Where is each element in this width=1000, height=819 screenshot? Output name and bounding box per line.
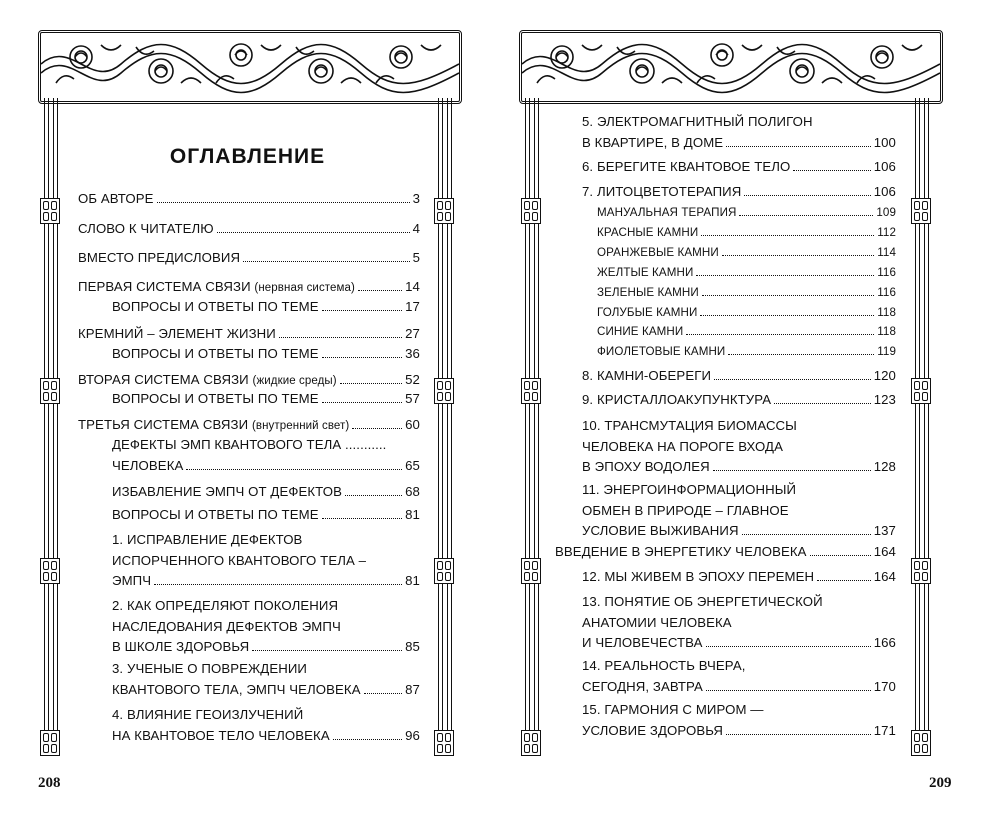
- entry-title: В ЭПОХУ ВОДОЛЕЯ: [582, 459, 710, 474]
- entry-title: В ШКОЛЕ ЗДОРОВЬЯ: [112, 639, 250, 654]
- toc-entry[interactable]: [112, 344, 420, 365]
- entry-page: 119: [877, 345, 896, 358]
- rose-ornament-header: [519, 30, 943, 104]
- entry-page: 36: [405, 346, 420, 361]
- entry-title: УСЛОВИЕ ВЫЖИВАНИЯ: [582, 523, 739, 538]
- entry-page: 166: [873, 635, 896, 650]
- entry-title: ВТОРАЯ СИСТЕМА СВЯЗИ: [78, 372, 249, 387]
- entry-page: 27: [405, 326, 420, 341]
- left-border-column: [44, 98, 58, 748]
- entry-page: 123: [873, 392, 896, 407]
- entry-line: 5. ЭЛЕКТРОМАГНИТНЫЙ ПОЛИГОН: [582, 114, 813, 129]
- entry-page: 118: [877, 325, 896, 338]
- toc-entry[interactable]: [597, 322, 896, 342]
- entry-page: 106: [873, 159, 896, 174]
- entry-title: ТРЕТЬЯ СИСТЕМА СВЯЗИ: [78, 417, 249, 432]
- entry-title: 8. КАМНИ-ОБЕРЕГИ: [582, 368, 712, 383]
- entry-page: 5: [412, 250, 420, 265]
- entry-page: 14: [405, 279, 420, 294]
- entry-line: ОБМЕН В ПРИРОДЕ – ГЛАВНОЕ: [582, 502, 789, 518]
- entry-page: 120: [873, 368, 896, 383]
- toc-entry[interactable]: [582, 656, 896, 697]
- knot-ornament-icon: [911, 378, 931, 404]
- entry-title: СЕГОДНЯ, ЗАВТРА: [582, 678, 703, 694]
- toc-entry[interactable]: [112, 297, 420, 318]
- entry-page: 57: [405, 391, 420, 406]
- entry-title: 6. БЕРЕГИТЕ КВАНТОВОЕ ТЕЛО: [582, 159, 791, 174]
- toc-entry[interactable]: [112, 530, 420, 592]
- entry-page: 112: [877, 226, 896, 239]
- toc-entry[interactable]: [78, 277, 420, 299]
- entry-line: АНАТОМИИ ЧЕЛОВЕКА: [582, 614, 732, 630]
- entry-line: ДЕФЕКТЫ ЭМП КВАНТОВОГО ТЕЛА ...........: [112, 437, 387, 452]
- entry-title: ВВЕДЕНИЕ В ЭНЕРГЕТИКУ ЧЕЛОВЕКА: [555, 544, 807, 559]
- entry-title: ЗЕЛЕНЫЕ КАМНИ: [597, 286, 699, 299]
- toc-entry[interactable]: [112, 505, 420, 526]
- knot-ornament-icon: [434, 730, 454, 756]
- toc-entry[interactable]: [597, 223, 896, 243]
- entry-page: 65: [405, 457, 420, 473]
- entry-page: 137: [873, 523, 896, 538]
- toc-entry[interactable]: [582, 592, 896, 654]
- entry-note: (нервная система): [254, 282, 355, 294]
- knot-ornament-icon: [911, 198, 931, 224]
- entry-title: ВОПРОСЫ И ОТВЕТЫ ПО ТЕМЕ: [112, 299, 319, 314]
- toc-entry[interactable]: [112, 435, 420, 476]
- rose-ornament-icon: [41, 33, 459, 95]
- entry-title: ВОПРОСЫ И ОТВЕТЫ ПО ТЕМЕ: [112, 507, 319, 522]
- entry-line: 10. ТРАНСМУТАЦИЯ БИОМАССЫ: [582, 418, 797, 433]
- knot-ornament-icon: [40, 198, 60, 224]
- entry-page: 81: [405, 573, 420, 588]
- knot-ornament-icon: [521, 730, 541, 756]
- toc-title: ОГЛАВЛЕНИЕ: [169, 145, 326, 168]
- toc-entry[interactable]: [597, 263, 896, 283]
- entry-page: 4: [412, 221, 420, 236]
- entry-line: НАСЛЕДОВАНИЯ ДЕФЕКТОВ ЭМПЧ: [112, 618, 341, 634]
- entry-page: 106: [873, 184, 896, 199]
- entry-line: 4. ВЛИЯНИЕ ГЕОИЗЛУЧЕНИЙ: [112, 707, 304, 722]
- entry-title: 9. КРИСТАЛЛОАКУПУНКТУРА: [582, 392, 772, 407]
- entry-page: 171: [873, 722, 896, 738]
- toc-entry[interactable]: [78, 219, 420, 240]
- toc-entry[interactable]: [78, 415, 420, 437]
- entry-page: 114: [877, 246, 896, 259]
- knot-ornament-icon: [521, 198, 541, 224]
- entry-note: (внутренний свет): [251, 420, 350, 432]
- entry-line: 15. ГАРМОНИЯ С МИРОМ —: [582, 702, 764, 717]
- knot-ornament-icon: [521, 558, 541, 584]
- knot-ornament-icon: [911, 558, 931, 584]
- entry-title: МАНУАЛЬНАЯ ТЕРАПИЯ: [597, 206, 737, 219]
- entry-page: 96: [405, 727, 420, 743]
- entry-title: ЧЕЛОВЕКА: [112, 457, 184, 473]
- entry-title: ВОПРОСЫ И ОТВЕТЫ ПО ТЕМЕ: [112, 346, 319, 361]
- entry-page: 100: [873, 134, 896, 150]
- entry-title: ОРАНЖЕВЫЕ КАМНИ: [597, 246, 719, 259]
- toc-entry[interactable]: [582, 182, 896, 203]
- left-border-column: [525, 98, 539, 748]
- entry-page: 109: [876, 206, 896, 219]
- entry-page: 81: [405, 507, 420, 522]
- toc-entry[interactable]: [78, 248, 420, 269]
- toc-entry[interactable]: [582, 480, 896, 542]
- entry-title: СИНИЕ КАМНИ: [597, 325, 684, 338]
- rose-ornament-header: [38, 30, 462, 104]
- entry-title: КРАСНЫЕ КАМНИ: [597, 226, 699, 239]
- entry-page: 52: [405, 372, 420, 387]
- entry-note: (жидкие среды): [252, 375, 337, 387]
- toc-entry[interactable]: [112, 705, 420, 746]
- knot-ornament-icon: [434, 558, 454, 584]
- entry-title: УСЛОВИЕ ЗДОРОВЬЯ: [582, 722, 724, 738]
- right-border-column: [915, 98, 929, 748]
- entry-page: 118: [877, 306, 896, 319]
- right-border-column: [438, 98, 452, 748]
- entry-title: ЖЕЛТЫЕ КАМНИ: [597, 266, 694, 279]
- entry-page: 116: [877, 286, 896, 299]
- right-page: [505, 0, 1000, 819]
- entry-line: 2. КАК ОПРЕДЕЛЯЮТ ПОКОЛЕНИЯ: [112, 598, 339, 613]
- entry-line: 1. ИСПРАВЛЕНИЕ ДЕФЕКТОВ: [112, 532, 303, 547]
- knot-ornament-icon: [434, 198, 454, 224]
- entry-title: ВОПРОСЫ И ОТВЕТЫ ПО ТЕМЕ: [112, 391, 319, 406]
- entry-page: 164: [873, 544, 896, 559]
- entry-title: ПЕРВАЯ СИСТЕМА СВЯЗИ: [78, 279, 251, 294]
- entry-title: В КВАРТИРЕ, В ДОМЕ: [582, 134, 724, 150]
- entry-page: 170: [873, 678, 896, 694]
- entry-page: 128: [873, 459, 896, 474]
- entry-title: ИЗБАВЛЕНИЕ ЭМПЧ ОТ ДЕФЕКТОВ: [112, 484, 342, 499]
- toc-entry[interactable]: [597, 243, 896, 263]
- knot-ornament-icon: [911, 730, 931, 756]
- entry-title: КРЕМНИЙ – ЭЛЕМЕНТ ЖИЗНИ: [78, 326, 276, 341]
- knot-ornament-icon: [40, 730, 60, 756]
- knot-ornament-icon: [434, 378, 454, 404]
- entry-title: 7. ЛИТОЦВЕТОТЕРАПИЯ: [582, 184, 742, 199]
- page-number: 209: [929, 775, 952, 791]
- entry-line: 14. РЕАЛЬНОСТЬ ВЧЕРА,: [582, 658, 746, 673]
- entry-title: И ЧЕЛОВЕЧЕСТВА: [582, 635, 703, 650]
- entry-title: 12. МЫ ЖИВЕМ В ЭПОХУ ПЕРЕМЕН: [582, 569, 815, 584]
- entry-line: ИСПОРЧЕННОГО КВАНТОВОГО ТЕЛА –: [112, 552, 367, 568]
- toc-entry[interactable]: [582, 112, 896, 153]
- entry-page: 85: [405, 639, 420, 654]
- toc-entry[interactable]: [112, 482, 420, 503]
- entry-title: ГОЛУБЫЕ КАМНИ: [597, 306, 698, 319]
- entry-title: ЭМПЧ: [112, 573, 152, 588]
- toc-entry[interactable]: [78, 324, 420, 345]
- entry-page: 164: [873, 569, 896, 584]
- toc-entry[interactable]: [597, 203, 896, 223]
- toc-entry[interactable]: [112, 389, 420, 410]
- entry-page: 3: [412, 191, 420, 206]
- entry-title: КВАНТОВОГО ТЕЛА, ЭМПЧ ЧЕЛОВЕКА: [112, 681, 361, 697]
- entry-title: ВМЕСТО ПРЕДИСЛОВИЯ: [78, 250, 241, 265]
- entry-title: ФИОЛЕТОВЫЕ КАМНИ: [597, 345, 726, 358]
- entry-page: 87: [405, 681, 420, 697]
- toc-entry[interactable]: [112, 596, 420, 658]
- knot-ornament-icon: [40, 558, 60, 584]
- toc-entry[interactable]: [597, 342, 896, 362]
- toc-entry[interactable]: [582, 416, 896, 478]
- entry-title: СЛОВО К ЧИТАТЕЛЮ: [78, 221, 214, 236]
- toc-entry[interactable]: [582, 567, 896, 588]
- entry-page: 116: [877, 266, 896, 279]
- entry-line: ЧЕЛОВЕКА НА ПОРОГЕ ВХОДА: [582, 438, 783, 454]
- entry-title: ОБ АВТОРЕ: [78, 191, 154, 206]
- knot-ornament-icon: [40, 378, 60, 404]
- toc-entry[interactable]: [597, 283, 896, 303]
- entry-page: 60: [405, 417, 420, 432]
- left-page: [0, 0, 495, 819]
- toc-entry[interactable]: [78, 189, 420, 210]
- toc-entry[interactable]: [597, 303, 896, 323]
- entry-line: 3. УЧЕНЫЕ О ПОВРЕЖДЕНИИ: [112, 661, 308, 676]
- toc-entry[interactable]: [582, 390, 896, 411]
- page-number: 208: [38, 775, 61, 791]
- entry-line: 13. ПОНЯТИЕ ОБ ЭНЕРГЕТИЧЕСКОЙ: [582, 594, 823, 609]
- rose-ornament-icon: [522, 33, 940, 95]
- entry-page: 68: [405, 484, 420, 499]
- entry-line: 11. ЭНЕРГОИНФОРМАЦИОННЫЙ: [582, 482, 797, 497]
- toc-entry[interactable]: [582, 700, 896, 741]
- toc-entry[interactable]: [112, 659, 420, 700]
- toc-entry[interactable]: [555, 542, 896, 563]
- entry-page: 17: [405, 299, 420, 314]
- entry-title: НА КВАНТОВОЕ ТЕЛО ЧЕЛОВЕКА: [112, 727, 330, 743]
- toc-entry[interactable]: [582, 157, 896, 178]
- knot-ornament-icon: [521, 378, 541, 404]
- toc-entry[interactable]: [582, 366, 896, 387]
